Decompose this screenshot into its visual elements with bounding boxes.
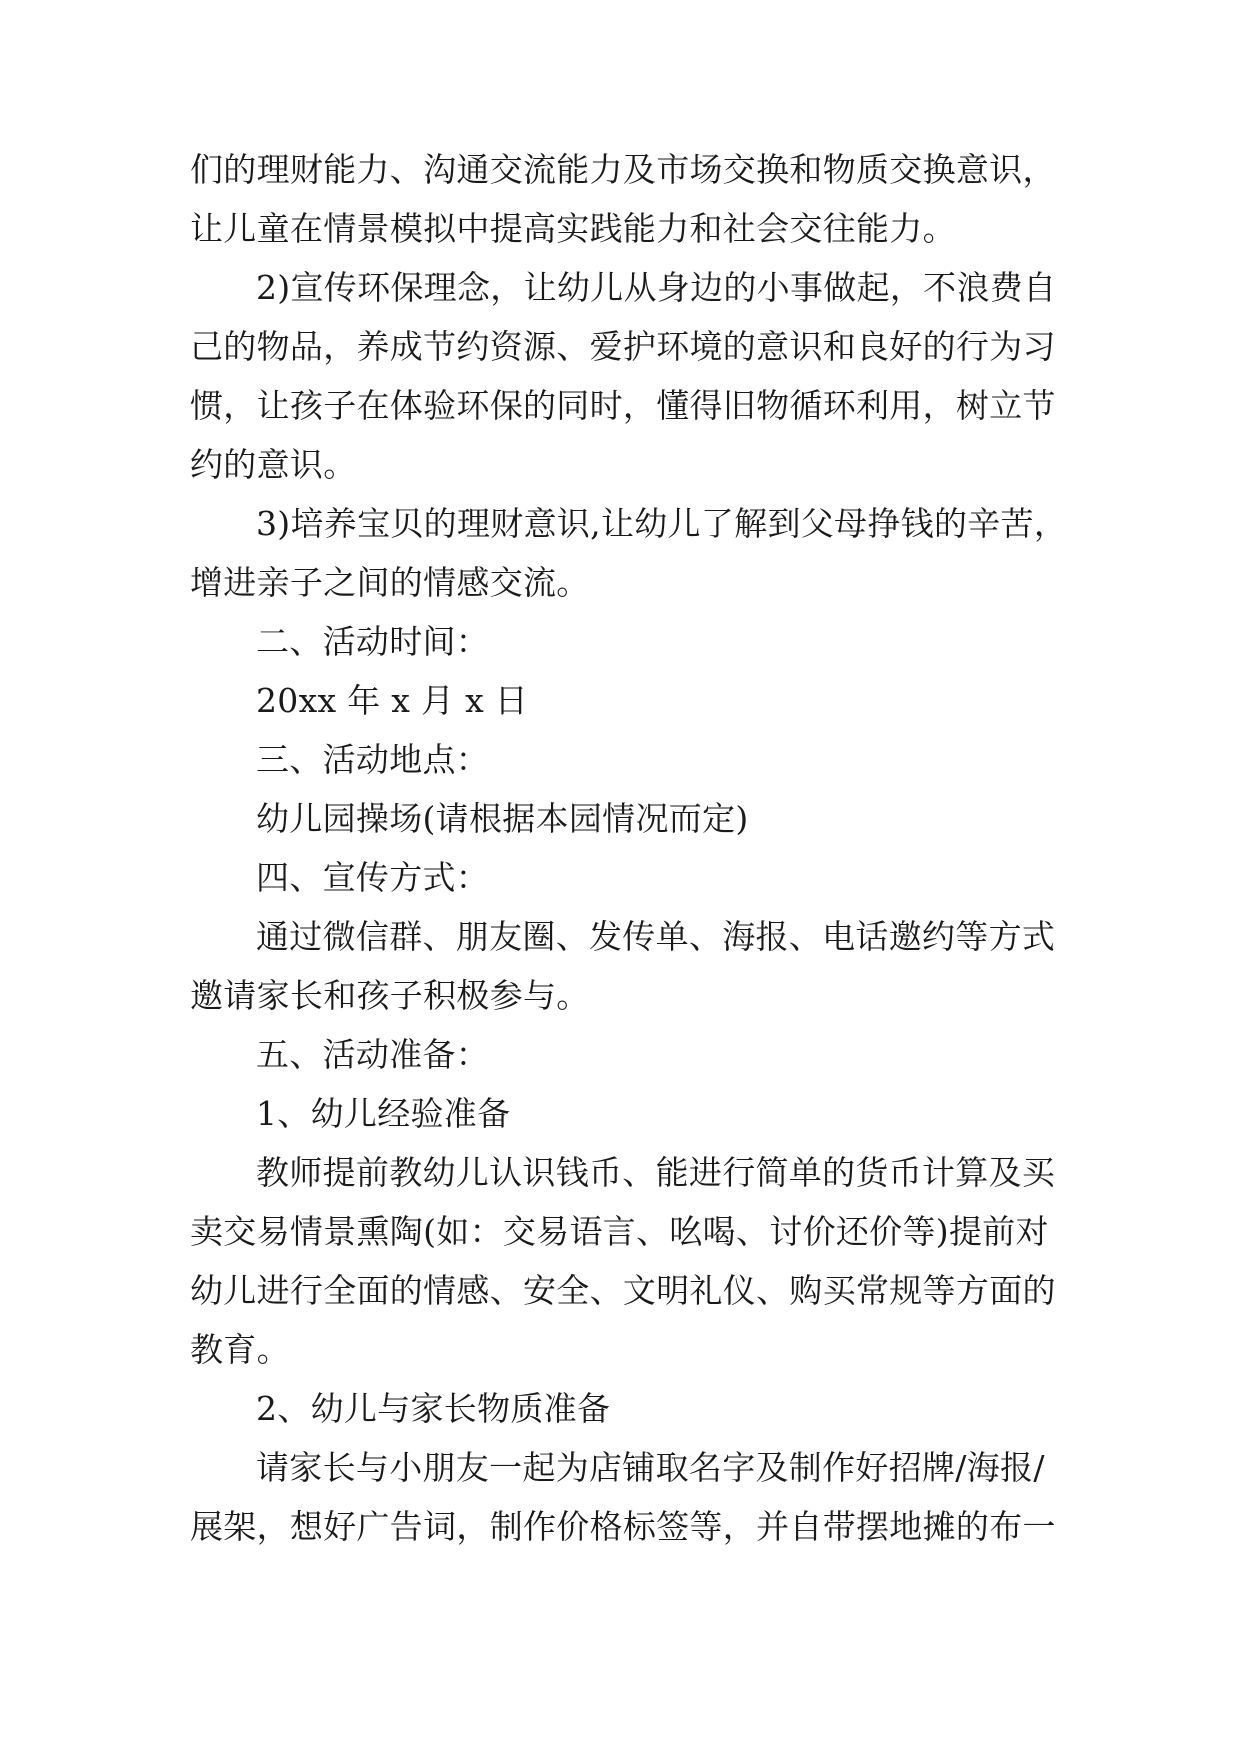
section-heading: 三、活动地点：: [256, 740, 490, 779]
section-heading: 二、活动时间：: [256, 622, 490, 661]
text-line: 20xx 年 x 月 x 日: [256, 681, 529, 720]
text-line: 惯，让孩子在体验环保的同时，懂得旧物循环利用，树立节: [190, 386, 1056, 425]
text-line: 教育。: [190, 1330, 290, 1369]
text-line: 邀请家长和孩子积极参与。: [190, 976, 590, 1015]
section-heading: 五、活动准备：: [256, 1035, 490, 1074]
text-line: 幼儿进行全面的情感、安全、文明礼仪、购买常规等方面的: [190, 1271, 1056, 1310]
text-line: 3)培养宝贝的理财意识,让幼儿了解到父母挣钱的辛苦，: [256, 504, 1068, 543]
text-line: 请家长与小朋友一起为店铺取名字及制作好招牌/海报/: [256, 1448, 1045, 1487]
text-line: 己的物品，养成节约资源、爱护环境的意识和良好的行为习: [190, 327, 1056, 366]
subsection-heading: 2、幼儿与家长物质准备: [256, 1389, 611, 1428]
text-line: 展架，想好广告词，制作价格标签等，并自带摆地摊的布一: [190, 1507, 1056, 1546]
text-line: 教师提前教幼儿认识钱币、能进行简单的货币计算及买: [256, 1153, 1056, 1192]
text-line: 通过微信群、朋友圈、发传单、海报、电话邀约等方式: [256, 917, 1056, 956]
text-line: 增进亲子之间的情感交流。: [190, 563, 590, 602]
section-heading: 四、宣传方式：: [256, 858, 490, 897]
subsection-heading: 1、幼儿经验准备: [256, 1094, 511, 1133]
text-line: 幼儿园操场(请根据本园情况而定): [256, 799, 749, 838]
text-line: 让儿童在情景模拟中提高实践能力和社会交往能力。: [190, 209, 956, 248]
text-line: 约的意识。: [190, 445, 357, 484]
text-line: 们的理财能力、沟通交流能力及市场交换和物质交换意识，: [190, 150, 1056, 189]
text-line: 2)宣传环保理念，让幼儿从身边的小事做起，不浪费自: [256, 268, 1057, 307]
text-line: 卖交易情景熏陶(如：交易语言、吆喝、讨价还价等)提前对: [190, 1212, 1049, 1251]
